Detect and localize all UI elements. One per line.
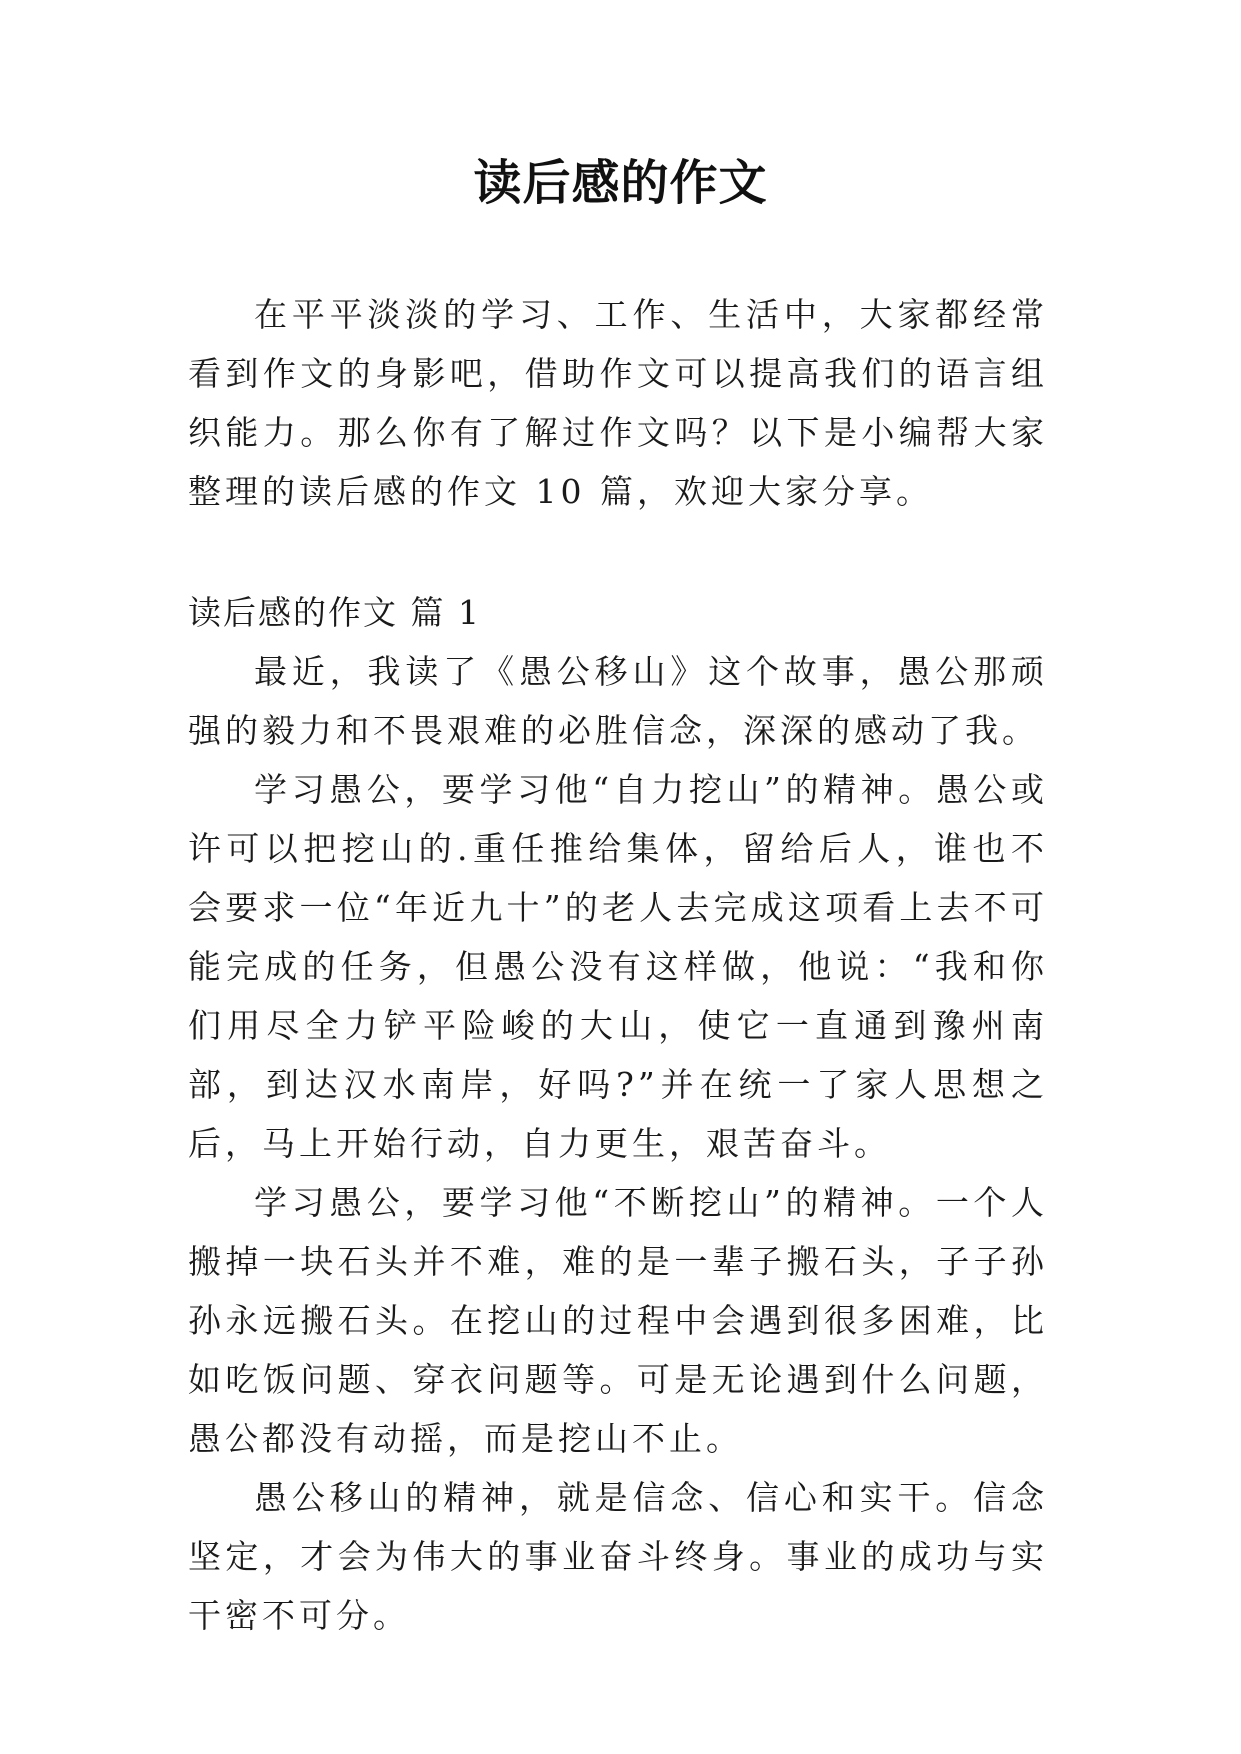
body-paragraph: 最近，我读了《愚公移山》这个故事，愚公那顽强的毅力和不畏艰难的必胜信念，深深的感动了我。	[188, 652, 1048, 750]
body-paragraph: 学习愚公，要学习他“自力挖山”的精神。愚公或许可以把挖山的.重任推给集体，留给后人，谁也不会要求一位“年近九十”的老人去完成这项看上去不可能完成的任务，但愚公没有这样做，他说：“我和你们用尽全力铲平险峻的大山，使它一直通到豫州南部，到达汉水南岸，好吗?”并在统一了家人思想之后，马上开始行动，自力更生，艰苦奋斗。	[188, 770, 1048, 1163]
body-paragraph: 愚公移山的精神，就是信念、信心和实干。信念坚定，才会为伟大的事业奋斗终身。事业的成功与实干密不可分。	[188, 1478, 1048, 1635]
document-title: 读后感的作文	[473, 155, 768, 211]
section-heading: 读后感的作文 篇 1	[188, 593, 481, 632]
body-paragraph: 学习愚公，要学习他“不断挖山”的精神。一个人搬掉一块石头并不难，难的是一辈子搬石头，子子孙孙永远搬石头。在挖山的过程中会遇到很多困难，比如吃饭问题、穿衣问题等。可是无论遇到什么问题，愚公都没有动摇，而是挖山不止。	[188, 1183, 1048, 1458]
intro-paragraph: 在平平淡淡的学习、工作、生活中，大家都经常看到作文的身影吧，借助作文可以提高我们的语言组织能力。那么你有了解过作文吗？以下是小编帮大家整理的读后感的作文 10 篇，欢迎大家分享。	[188, 295, 1048, 511]
document-body	[188, 285, 1048, 1645]
